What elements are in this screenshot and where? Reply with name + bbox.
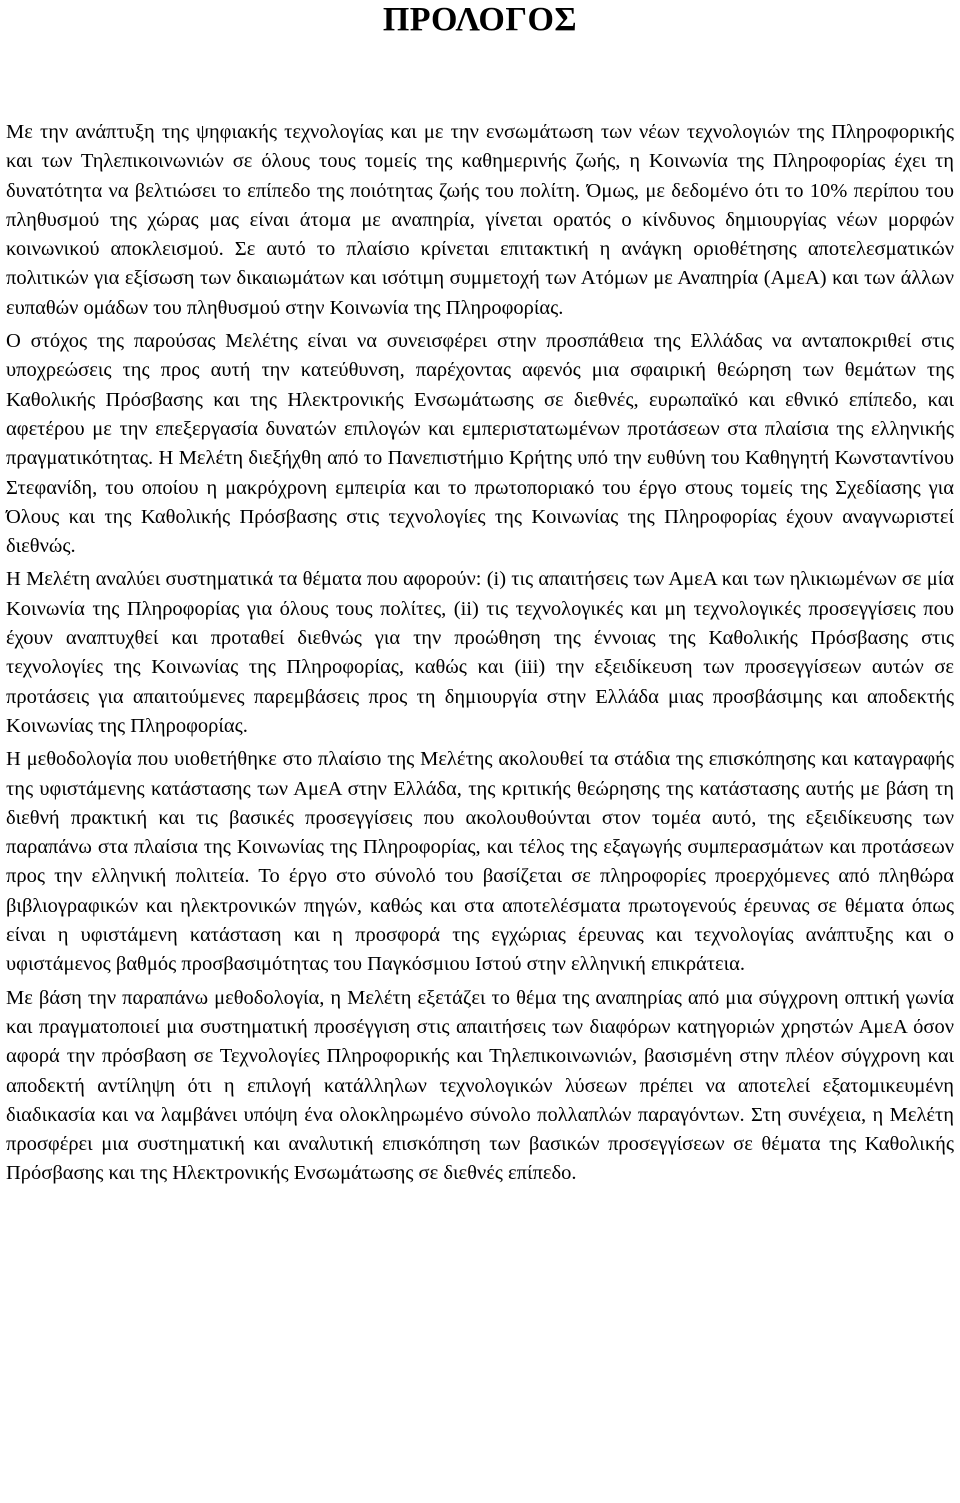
paragraph-approach: Με βάση την παραπάνω μεθοδολογία, η Μελέτη εξετάζει το θέμα της αναπηρίας από μια σύγχρονη οπτική γωνία και πραγματοποιεί μια συστηματική προσέγγιση στις απαιτήσεις των διαφόρων κατηγοριών χρηστών ΑμεΑ όσον αφορά την πρόσβαση σε Τεχνολογίες Πληροφορικής και Τηλεπικοινωνιών, βασισμένη στην πλέον σύγχρονη και αποδεκτή αντίληψη ότι η επιλογή κατάλληλων τεχνολογικών λύσεων πρέπει να αποτελεί εξατομικευμένη διαδικασία και να λαμβάνει υπόψη ένα ολοκληρωμένο σύνολο πολλαπλών παραγόντων. Στη συνέχεια, η Μελέτη προσφέρει μια συστηματική και αναλυτική επισκόπηση των βασικών προσεγγίσεων σε θέματα της Καθολικής Πρόσβασης και της Ηλεκτρονικής Ενσωμάτωσης σε διεθνές επίπεδο. [6,986,954,1185]
paragraph-intro: Με την ανάπτυξη της ψηφιακής τεχνολογίας και με την ενσωμάτωση των νέων τεχνολογιών της Πληροφορικής και των Τηλεπικοινωνιών σε όλους τους τομείς της καθημερινής ζωής, η Κοινωνία της Πληροφορίας έχει τη δυνατότητα να βελτιώσει το επίπεδο της ποιότητας ζωής του πολίτη. Όμως, με δεδομένο ότι το 10% περίπου του πληθυσμού της χώρας μας είναι άτομα με αναπηρία, γίνεται ορατός ο κίνδυνος δημιουργίας νέων μορφών κοινωνικού αποκλεισμού. Σε αυτό το πλαίσιο κρίνεται επιτακτική η ανάγκη οριοθέτησης αποτελεσματικών πολιτικών για εξίσωση των δικαιωμάτων και ισότιμη συμμετοχή των Ατόμων με Αναπηρία (ΑμεΑ) και των άλλων ευπαθών ομάδων του πληθυσμού στην Κοινωνία της Πληροφορίας. [6,121,954,319]
document-body [6,118,954,1189]
page-title: ΠΡΟΛΟΓΟΣ [382,1,578,38]
paragraph-study-goal: Ο στόχος της παρούσας Μελέτης είναι να συνεισφέρει στην προσπάθεια της Ελλάδας να ανταποκριθεί στις υποχρεώσεις της προς αυτή την κατεύθυνση, παρέχοντας αφενός μια σφαιρική θεώρηση των θεμάτων της Καθολικής Πρόσβασης και της Ηλεκτρονικής Ενσωμάτωσης σε διεθνές, ευρωπαϊκό και εθνικό επίπεδο, και αφετέρου με την επεξεργασία δυνατών επιλογών και εμπεριστατωμένων προτάσεων στα πλαίσια της ελληνικής πραγματικότητας. Η Μελέτη διεξήχθη από το Πανεπιστήμιο Κρήτης υπό την ευθύνη του Καθηγητή Κωνσταντίνου Στεφανίδη, του οποίου η μακρόχρονη εμπειρία και το πρωτοποριακό του έργο στους τομείς της Σχεδίασης για Όλους και της Καθολικής Πρόσβασης στις τεχνολογίες της Κοινωνίας της Πληροφορίας έχουν αναγνωριστεί διεθνώς. [6,330,954,558]
paragraph-methodology: Η μεθοδολογία που υιοθετήθηκε στο πλαίσιο της Μελέτης ακολουθεί τα στάδια της επισκόπησης και καταγραφής της υφιστάμενης κατάστασης των ΑμεΑ στην Ελλάδα, της κριτικής θεώρησης της κατάστασης αυτής με βάση τη διεθνή πρακτική και τις βασικές προσεγγίσεις που ακολουθούνται στον τομέα αυτό, της εξειδίκευσης των παραπάνω στα πλαίσια της Κοινωνίας της Πληροφορίας, και τέλος της εξαγωγής συμπερασμάτων και προτάσεων προς την ελληνική πολιτεία. Το έργο στο σύνολό του βασίζεται σε πληροφορίες προερχόμενες από πληθώρα βιβλιογραφικών και ηλεκτρονικών πηγών, καθώς και στα αποτελέσματα πρωτογενούς έρευνας σε θέματα όπως είναι η υφιστάμενη κατάσταση και η προσφορά της εγχώριας έρευνας και τεχνολογίας ανάπτυξης και ο υφιστάμενος βαθμός προσβασιμότητας του Παγκόσμιου Ιστού στην ελληνική επικράτεια. [6,748,954,976]
paragraph-study-analysis: Η Μελέτη αναλύει συστηματικά τα θέματα που αφορούν: (i) τις απαιτήσεις των ΑμεΑ και των ηλικιωμένων σε μία Κοινωνία της Πληροφορίας για όλους τους πολίτες, (ii) τις τεχνολογικές και μη τεχνολογικές προσεγγίσεις που έχουν αναπτυχθεί και προταθεί διεθνώς για την προώθηση της έννοιας της Καθολικής Πρόσβασης στις τεχνολογίες της Κοινωνίας της Πληροφορίας, καθώς και (iii) την εξειδίκευση των προσεγγίσεων αυτών σε προτάσεις για απαιτούμενες παρεμβάσεις προς τη δημιουργία στην Ελλάδα μιας προσβάσιμης και αποδεκτής Κοινωνίας της Πληροφορίας. [6,568,954,737]
